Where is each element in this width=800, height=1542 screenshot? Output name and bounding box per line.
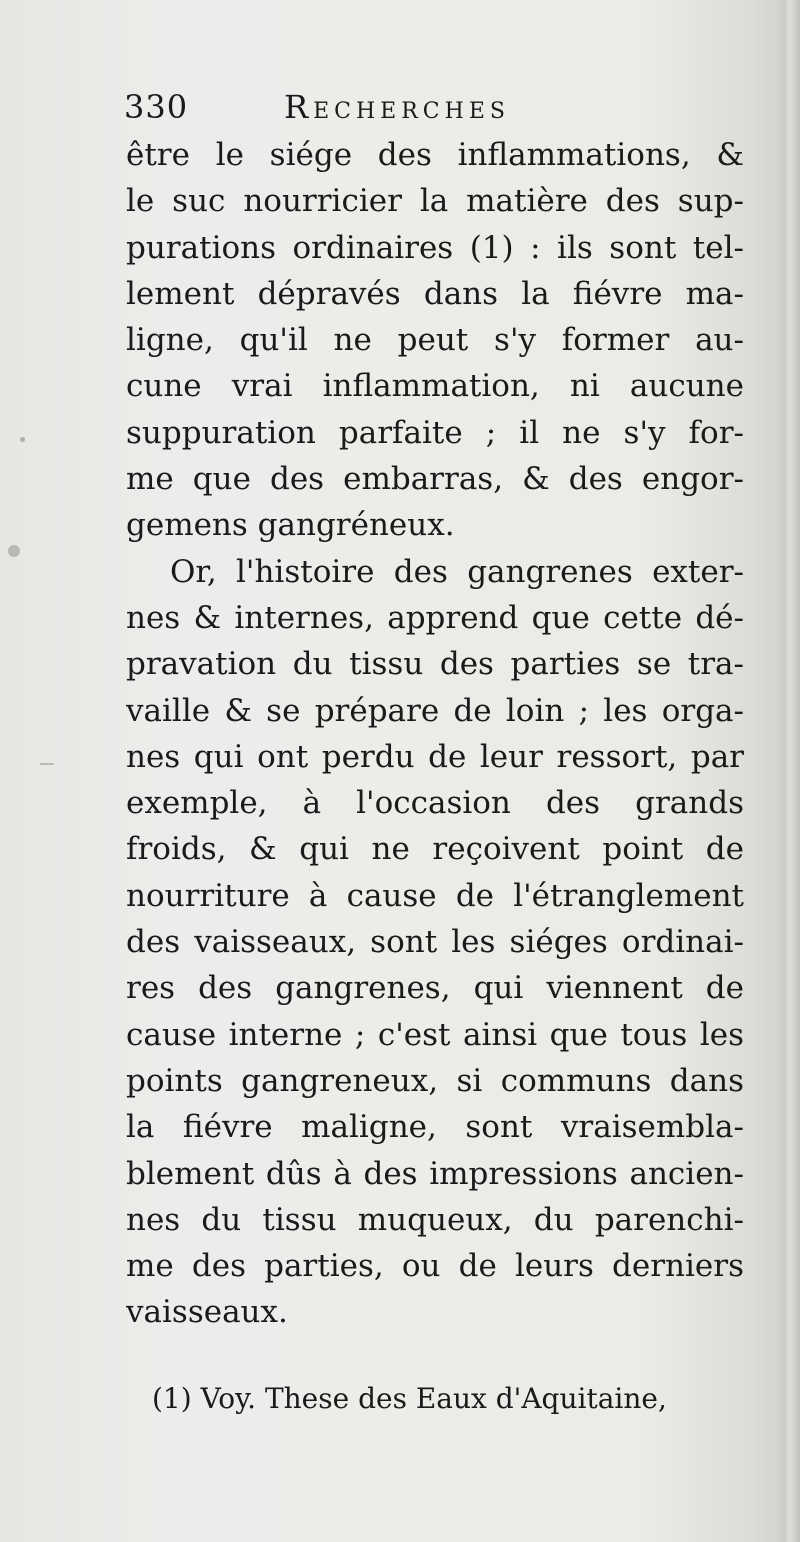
page-header — [124, 86, 744, 138]
footnote: (1) Voy. These des Eaux d'Aquitaine, — [152, 1382, 667, 1415]
text-line: cause interne ; c'est ainsi que tous les — [126, 1016, 744, 1053]
text-line: nes du tissu muqueux, du parenchi- — [126, 1201, 744, 1238]
text-line: des vaisseaux, sont les siéges ordinai- — [126, 924, 744, 961]
ink-speck — [40, 763, 54, 765]
page-number: 330 — [124, 88, 189, 126]
text-line: purations ordinaires (1) : ils sont tel- — [126, 229, 744, 266]
text-line: vaille & se prépare de loin ; les orga- — [126, 692, 744, 729]
text-line: nes qui ont perdu de leur ressort, par — [126, 738, 744, 775]
text-line: froids, & qui ne reçoivent point de — [126, 831, 744, 868]
text-line: blement dûs à des impressions ancien- — [126, 1155, 744, 1192]
text-line: exemple, à l'occasion des grands — [126, 785, 744, 822]
text-line: ligne, qu'il ne peut s'y former au- — [126, 322, 744, 359]
body-text — [126, 132, 744, 1336]
text-line: suppuration parfaite ; il ne s'y for- — [126, 414, 744, 451]
text-line: Or, l'histoire des gangrenes exter- — [170, 553, 744, 590]
text-line: me que des embarras, & des engor- — [126, 461, 744, 498]
text-line: cune vrai inflammation, ni aucune — [126, 368, 744, 405]
text-line: la fiévre maligne, sont vraisembla- — [126, 1109, 744, 1146]
text-line: nourriture à cause de l'étranglement — [126, 877, 744, 914]
text-line: gemens gangréneux. — [126, 507, 455, 544]
text-line: me des parties, ou de leurs derniers — [126, 1248, 744, 1285]
text-line: lement dépravés dans la fiévre ma- — [126, 275, 744, 312]
text-line: nes & internes, apprend que cette dé- — [126, 599, 744, 636]
ink-speck — [8, 545, 20, 557]
running-title: Recherches — [284, 88, 510, 126]
text-line: res des gangrenes, qui viennent de — [126, 970, 744, 1007]
text-line: vaisseaux. — [126, 1294, 288, 1331]
text-line: le suc nourricier la matière des sup- — [126, 183, 744, 220]
page-edge-shadow — [774, 0, 800, 1542]
text-line: être le siége des inflammations, & — [126, 137, 744, 173]
text-line: points gangreneux, si communs dans — [126, 1062, 744, 1099]
ink-speck — [20, 437, 25, 442]
text-line: pravation du tissu des parties se tra- — [126, 646, 744, 683]
